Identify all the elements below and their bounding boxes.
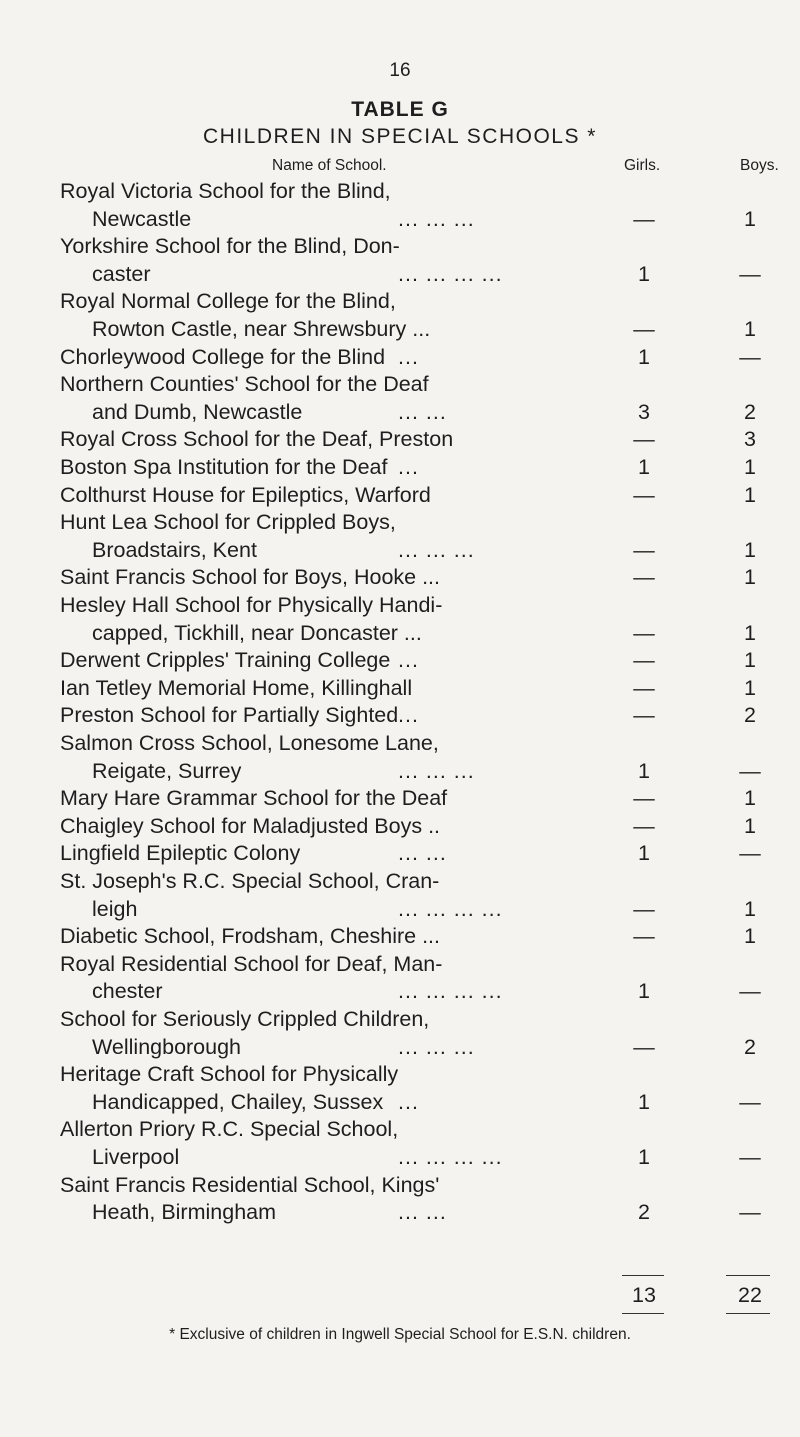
header-girls: Girls.: [624, 157, 661, 174]
school-name: Northern Counties' School for the Deaf: [60, 372, 429, 397]
girls-count: —: [633, 537, 655, 562]
school-name: Chorleywood College for the Blind: [60, 344, 386, 369]
table-row: [0, 232, 800, 260]
girls-count: —: [633, 703, 655, 728]
girls-count: —: [633, 427, 655, 452]
girls-count: 1: [638, 979, 650, 1004]
table-row: [0, 977, 800, 1005]
school-name: Preston School for Partially Sighted: [60, 703, 399, 728]
leader-dots: ... ... ... ...: [398, 896, 503, 921]
boys-count: —: [739, 1089, 761, 1114]
table-row: [0, 1171, 800, 1199]
school-name: Allerton Priory R.C. Special School,: [60, 1117, 399, 1142]
boys-count: —: [739, 841, 761, 866]
girls-count: —: [633, 206, 655, 231]
page-number: 16: [389, 60, 411, 81]
leader-dots: ...: [398, 455, 419, 479]
leader-dots: ...: [398, 1089, 419, 1114]
school-name: Diabetic School, Frodsham, Cheshire ...: [60, 924, 440, 949]
table-row: [0, 343, 800, 371]
leader-dots: ... ...: [398, 841, 447, 866]
girls-count: 1: [638, 261, 650, 286]
table-row: [0, 425, 800, 453]
school-name-continued: leigh: [92, 896, 138, 921]
school-name: Royal Residential School for Deaf, Man-: [60, 951, 443, 976]
leader-dots: ... ... ...: [398, 758, 475, 783]
girls-count: —: [633, 813, 655, 838]
boys-count: 1: [744, 206, 756, 231]
table-row: [0, 287, 800, 315]
school-name: Lingfield Epileptic Colony: [60, 841, 301, 866]
boys-count: 1: [744, 317, 756, 341]
boys-count: 1: [744, 648, 756, 673]
table-row: [0, 591, 800, 619]
boys-count: 2: [744, 703, 756, 728]
table-row: [0, 895, 800, 923]
school-name: Mary Hare Grammar School for the Deaf: [60, 786, 448, 811]
school-name-continued: Reigate, Surrey: [92, 758, 242, 783]
girls-count: —: [633, 896, 655, 921]
school-name-continued: Liverpool: [92, 1145, 180, 1169]
table-subtitle: CHILDREN IN SPECIAL SCHOOLS *: [203, 125, 597, 148]
girls-count: 1: [638, 1089, 650, 1114]
school-name-continued: and Dumb, Newcastle: [92, 399, 303, 424]
table-row: [0, 1115, 800, 1143]
school-name: Derwent Cripples' Training College: [60, 648, 391, 673]
boys-total: 22: [738, 1283, 762, 1307]
girls-total-rule-bottom: [622, 1313, 664, 1314]
girls-count: —: [633, 620, 655, 645]
school-name-continued: Wellingborough: [92, 1034, 242, 1059]
school-name-continued: Handicapped, Chailey, Sussex: [92, 1089, 384, 1114]
girls-count: —: [633, 675, 655, 700]
header-school-name: Name of School.: [272, 157, 387, 174]
school-name: Royal Cross School for the Deaf, Preston: [60, 427, 454, 452]
boys-count: 2: [744, 1034, 756, 1059]
boys-count: 3: [744, 427, 756, 452]
leader-dots: ... ... ... ...: [398, 1145, 503, 1169]
table-row: [0, 619, 800, 647]
table-row: [0, 536, 800, 564]
table-row: [0, 315, 800, 343]
table-row: [0, 205, 800, 233]
boys-count: 1: [744, 455, 756, 479]
table-row: [0, 784, 800, 812]
school-name: Salmon Cross School, Lonesome Lane,: [60, 731, 439, 755]
school-name-continued: Heath, Birmingham: [92, 1200, 277, 1225]
totals-row: [0, 1281, 800, 1309]
boys-count: 1: [744, 813, 756, 838]
table-row: [0, 453, 800, 481]
boys-count: —: [739, 979, 761, 1004]
table-row: [0, 1143, 800, 1171]
boys-count: 1: [744, 537, 756, 562]
boys-total-rule-bottom: [726, 1313, 770, 1314]
table-row: [0, 1060, 800, 1088]
school-name-continued: caster: [92, 261, 151, 286]
girls-count: —: [633, 648, 655, 673]
table-row: [0, 1198, 800, 1226]
leader-dots: ...: [398, 344, 419, 369]
boys-count: —: [739, 1145, 761, 1169]
table-row: [0, 508, 800, 536]
school-name: Royal Normal College for the Blind,: [60, 289, 396, 314]
school-name: Yorkshire School for the Blind, Don-: [60, 234, 400, 259]
girls-total: 13: [632, 1283, 656, 1307]
boys-count: —: [739, 344, 761, 369]
girls-count: —: [633, 786, 655, 811]
girls-count: 1: [638, 344, 650, 369]
boys-count: 1: [744, 565, 756, 590]
leader-dots: ...: [398, 648, 419, 673]
boys-count: 1: [744, 896, 756, 921]
girls-count: —: [633, 317, 655, 341]
table-row: [0, 370, 800, 398]
table-title: TABLE G: [351, 98, 449, 121]
table-row: [0, 1088, 800, 1116]
boys-count: 1: [744, 786, 756, 811]
leader-dots: ...: [398, 703, 419, 728]
table-row: [0, 481, 800, 509]
leader-dots: ... ... ... ...: [398, 261, 503, 286]
footnote: * Exclusive of children in Ingwell Special School for E.S.N. children.: [169, 1326, 631, 1343]
table-row: [0, 757, 800, 785]
leader-dots: ... ... ...: [398, 1034, 475, 1059]
girls-count: 1: [638, 841, 650, 866]
school-name: Saint Francis School for Boys, Hooke ...: [60, 565, 440, 590]
boys-count: 1: [744, 675, 756, 700]
leader-dots: ... ...: [398, 399, 447, 424]
boys-count: 1: [744, 924, 756, 949]
table-row: [0, 1033, 800, 1061]
leader-dots: ... ... ...: [398, 206, 475, 231]
table-row: [0, 922, 800, 950]
table-row: [0, 812, 800, 840]
leader-dots: ... ...: [398, 1200, 447, 1225]
school-name: Royal Victoria School for the Blind,: [60, 179, 391, 203]
girls-count: 2: [638, 1200, 650, 1225]
leader-dots: ... ... ...: [398, 537, 475, 562]
girls-count: —: [633, 1034, 655, 1059]
school-name: Boston Spa Institution for the Deaf: [60, 455, 388, 479]
table-row: [0, 177, 800, 205]
school-name: School for Seriously Crippled Children,: [60, 1007, 430, 1031]
boys-count: —: [739, 1200, 761, 1225]
girls-count: —: [633, 482, 655, 507]
girls-count: 1: [638, 455, 650, 479]
girls-total-rule-top: [622, 1275, 664, 1276]
boys-count: —: [739, 261, 761, 286]
school-name: Hunt Lea School for Crippled Boys,: [60, 510, 396, 535]
table-row: [0, 674, 800, 702]
boys-count: —: [739, 758, 761, 783]
table-row: [0, 260, 800, 288]
table-row: [0, 646, 800, 674]
school-name-continued: Newcastle: [92, 206, 192, 231]
header-boys: Boys.: [740, 157, 779, 174]
table-row: [0, 729, 800, 757]
boys-total-rule-top: [726, 1275, 770, 1276]
table-row: [0, 701, 800, 729]
girls-count: 3: [638, 399, 650, 424]
leader-dots: ... ... ... ...: [398, 979, 503, 1004]
school-name: St. Joseph's R.C. Special School, Cran-: [60, 869, 440, 893]
table-row: [0, 1005, 800, 1033]
school-name-continued: Broadstairs, Kent: [92, 537, 257, 562]
table-row: [0, 398, 800, 426]
school-name-continued: chester: [92, 979, 163, 1004]
school-name: Colthurst House for Epileptics, Warford: [60, 482, 431, 507]
school-name: Saint Francis Residential School, Kings': [60, 1172, 440, 1197]
girls-count: 1: [638, 758, 650, 783]
school-name: Ian Tetley Memorial Home, Killinghall: [60, 675, 413, 700]
table-row: [0, 950, 800, 978]
boys-count: 2: [744, 399, 756, 424]
school-name: Hesley Hall School for Physically Handi-: [60, 593, 443, 617]
table-row: [0, 839, 800, 867]
boys-count: 1: [744, 620, 756, 645]
school-name: Chaigley School for Maladjusted Boys ..: [60, 813, 441, 838]
girls-count: —: [633, 924, 655, 949]
girls-count: —: [633, 565, 655, 590]
school-name: Heritage Craft School for Physically: [60, 1062, 399, 1087]
table-row: [0, 563, 800, 591]
school-name-continued: Rowton Castle, near Shrewsbury ...: [92, 317, 431, 341]
boys-count: 1: [744, 482, 756, 507]
girls-count: 1: [638, 1145, 650, 1169]
school-name-continued: capped, Tickhill, near Doncaster ...: [92, 620, 422, 645]
table-row: [0, 867, 800, 895]
